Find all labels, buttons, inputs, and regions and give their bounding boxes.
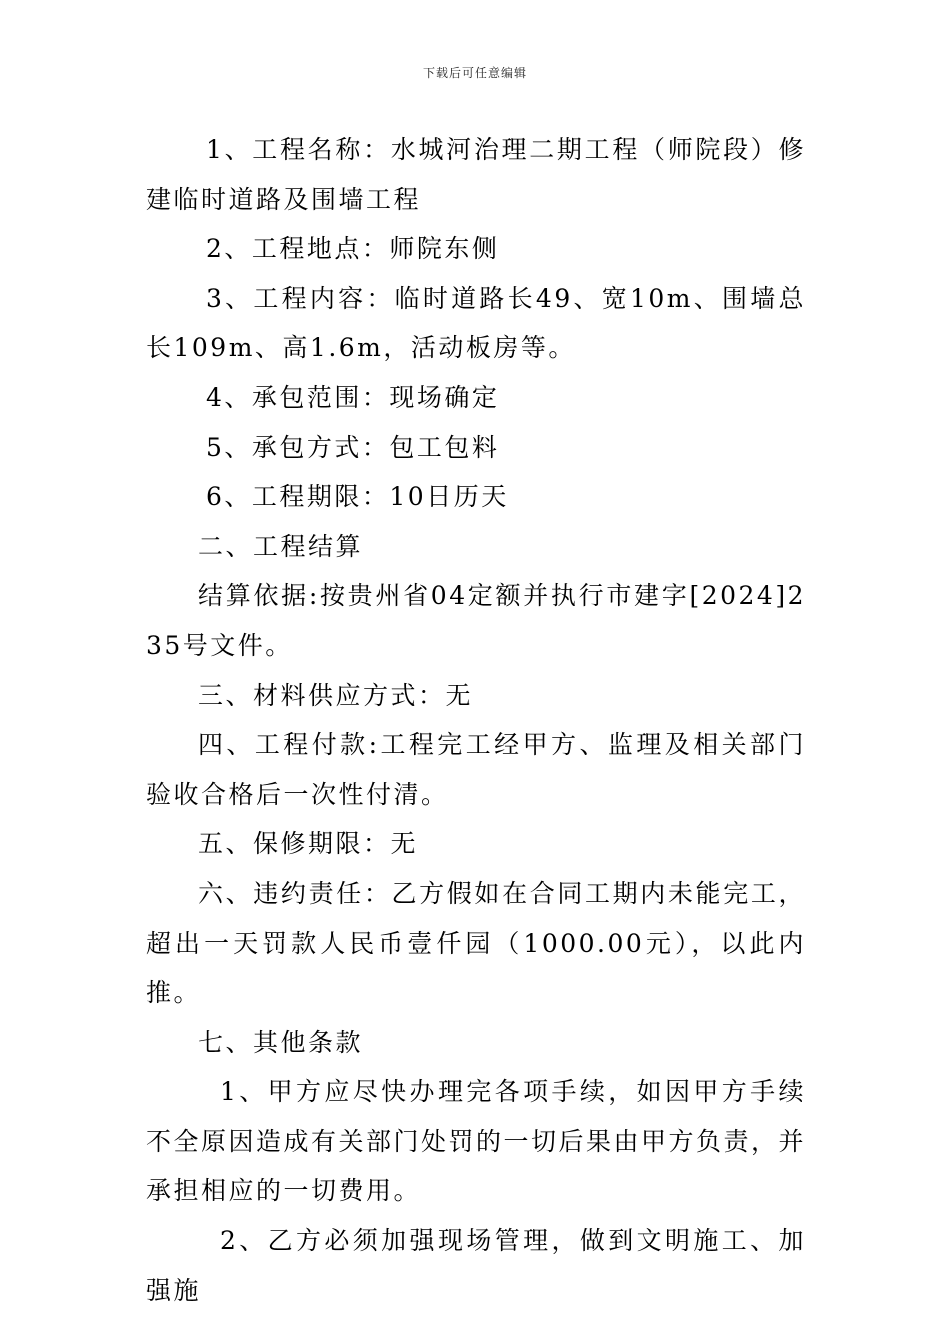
section-heading-other-terms: 七、其他条款 [198, 1027, 364, 1057]
paragraph-project-location: 2、工程地点：师院东侧 [206, 234, 500, 264]
paragraph-other-term-2: 2、乙方必须加强现场管理，做到文明施工、加强施 [146, 1226, 806, 1305]
paragraph-project-duration: 6、工程期限：10日历天 [206, 482, 509, 512]
page-header-note: 下载后可任意编辑 [422, 66, 527, 80]
paragraph-settlement-basis: 结算依据:按贵州省04定额并执行市建字[2024]235号文件。 [146, 581, 806, 660]
paragraph-project-content: 3、工程内容：临时道路长49、宽10m、围墙总长109m、高1.6m，活动板房等。 [146, 283, 806, 363]
paragraph-project-name: 1、工程名称：水城河治理二期工程（师院段）修建临时道路及围墙工程 [146, 135, 806, 214]
section-heading-liability: 六、违约责任：乙方假如在合同工期内未能完工，超出一天罚款人民币壹仟园（1000.00元），以此内推。 [146, 878, 806, 1008]
section-heading-material-supply: 三、材料供应方式：无 [198, 680, 474, 710]
document-body [146, 125, 806, 1315]
section-heading-warranty: 五、保修期限：无 [198, 829, 419, 859]
section-heading-payment: 四、工程付款:工程完工经甲方、监理及相关部门验收合格后一次性付清。 [146, 730, 806, 809]
paragraph-other-term-1: 1、甲方应尽快办理完各项手续，如因甲方手续不全原因造成有关部门处罚的一切后果由甲方负责，并承担相应的一切费用。 [146, 1077, 807, 1206]
paragraph-contract-method: 5、承包方式：包工包料 [206, 432, 500, 462]
section-heading-settlement: 二、工程结算 [198, 531, 364, 561]
paragraph-contract-scope: 4、承包范围：现场确定 [206, 382, 500, 412]
